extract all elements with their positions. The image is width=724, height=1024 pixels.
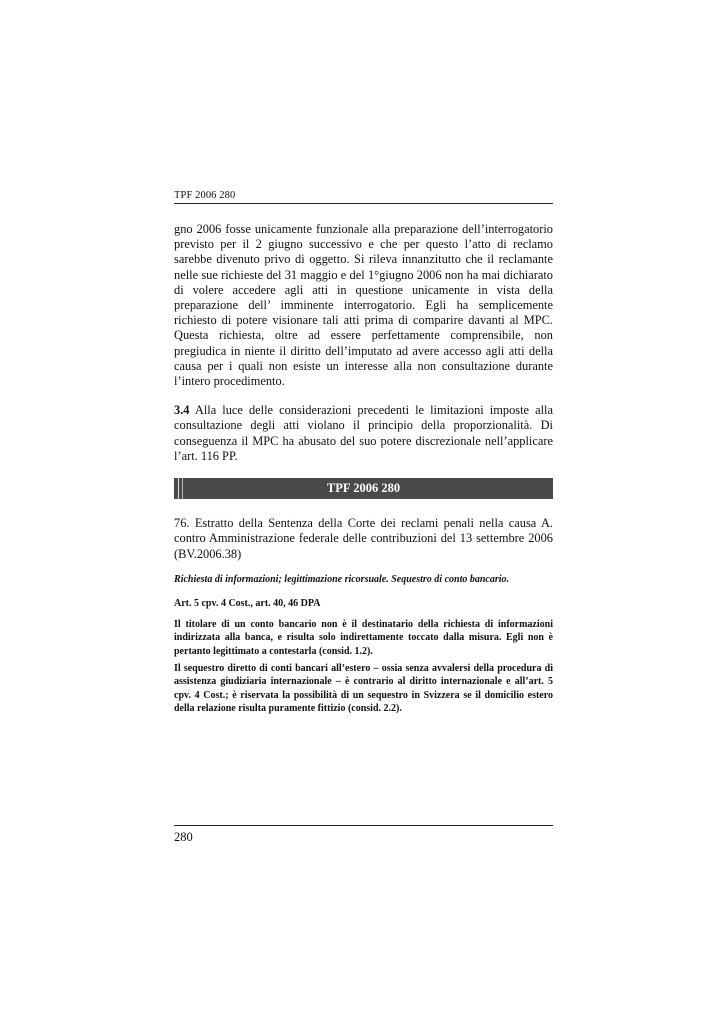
case-intro: 76. Estratto della Sentenza della Corte dei reclami penali nella causa A. contro Amministrazione federale delle contribuzioni del 13 settembre 2006 (BV.2006.38) (174, 516, 553, 561)
paragraph-3-4-text: Alla luce delle considerazioni precedenti le limitazioni imposte alla consultazione degli atti violano il principio della proporzionalità. Di conseguenza il MPC ha abusato del suo potere discrezionale nell’applicare l’art. 116 PP. (174, 403, 553, 463)
page-number: 280 (174, 830, 193, 844)
decision-banner: TPF 2006 280 (174, 478, 553, 499)
case-articles: Art. 5 cpv. 4 Cost., art. 40, 46 DPA (174, 598, 321, 609)
paragraph-continuation: gno 2006 fosse unicamente funzionale alla preparazione dell’interrogatorio previsto per il 2 giugno successivo e che per questo l’atto di reclamo sarebbe divenuto privo di oggetto. Si rileva innanzitutto che il reclamante nelle sue richieste del 31 maggio e del 1°giugno 2006 non ha mai dichiarato di volere accedere agli atti in questione unicamente in vista della preparazione dell’ imminente interrogatorio. Egli ha semplicemente richiesto di potere visionare tali atti prima di comparire davanti al MPC. Questa richiesta, oltre ad essere perfettamente comprensibile, non pregiudica in niente il diritto dell’imputato ad avere accesso agli atti della causa per i quali non esiste un interesse alla non consultazione durante l’intero procedimento. (174, 222, 553, 389)
regesto-paragraph-1: Il titolare di un conto bancario non è il destinatario della richiesta di informazioni indirizzata alla banca, e risulta solo indirettamente toccato dalla misura. Egli non è pertanto legittimato a contestarla (consid. 1.2). (174, 619, 553, 657)
regesto-paragraph-2: Il sequestro diretto di conti bancari all’estero – ossia senza avvalersi della procedura di assistenza giudiziaria internazionale – è contrario al diritto internazionale e all’art. 5 cpv. 4 Cost.; è riservata la possibilità di un sequestro in Svizzera se il domicilio estero della relazione risulta puramente fittizio (consid. 2.2). (174, 663, 553, 715)
running-head: TPF 2006 280 (174, 190, 553, 204)
body-text (174, 222, 553, 464)
case-keywords: Richiesta di informazioni; legittimazione ricorsuale. Sequestro di conto bancario. (174, 574, 510, 585)
section-number: 3.4 (174, 403, 190, 418)
footer-rule (174, 825, 553, 826)
paragraph-3-4 (174, 403, 553, 464)
